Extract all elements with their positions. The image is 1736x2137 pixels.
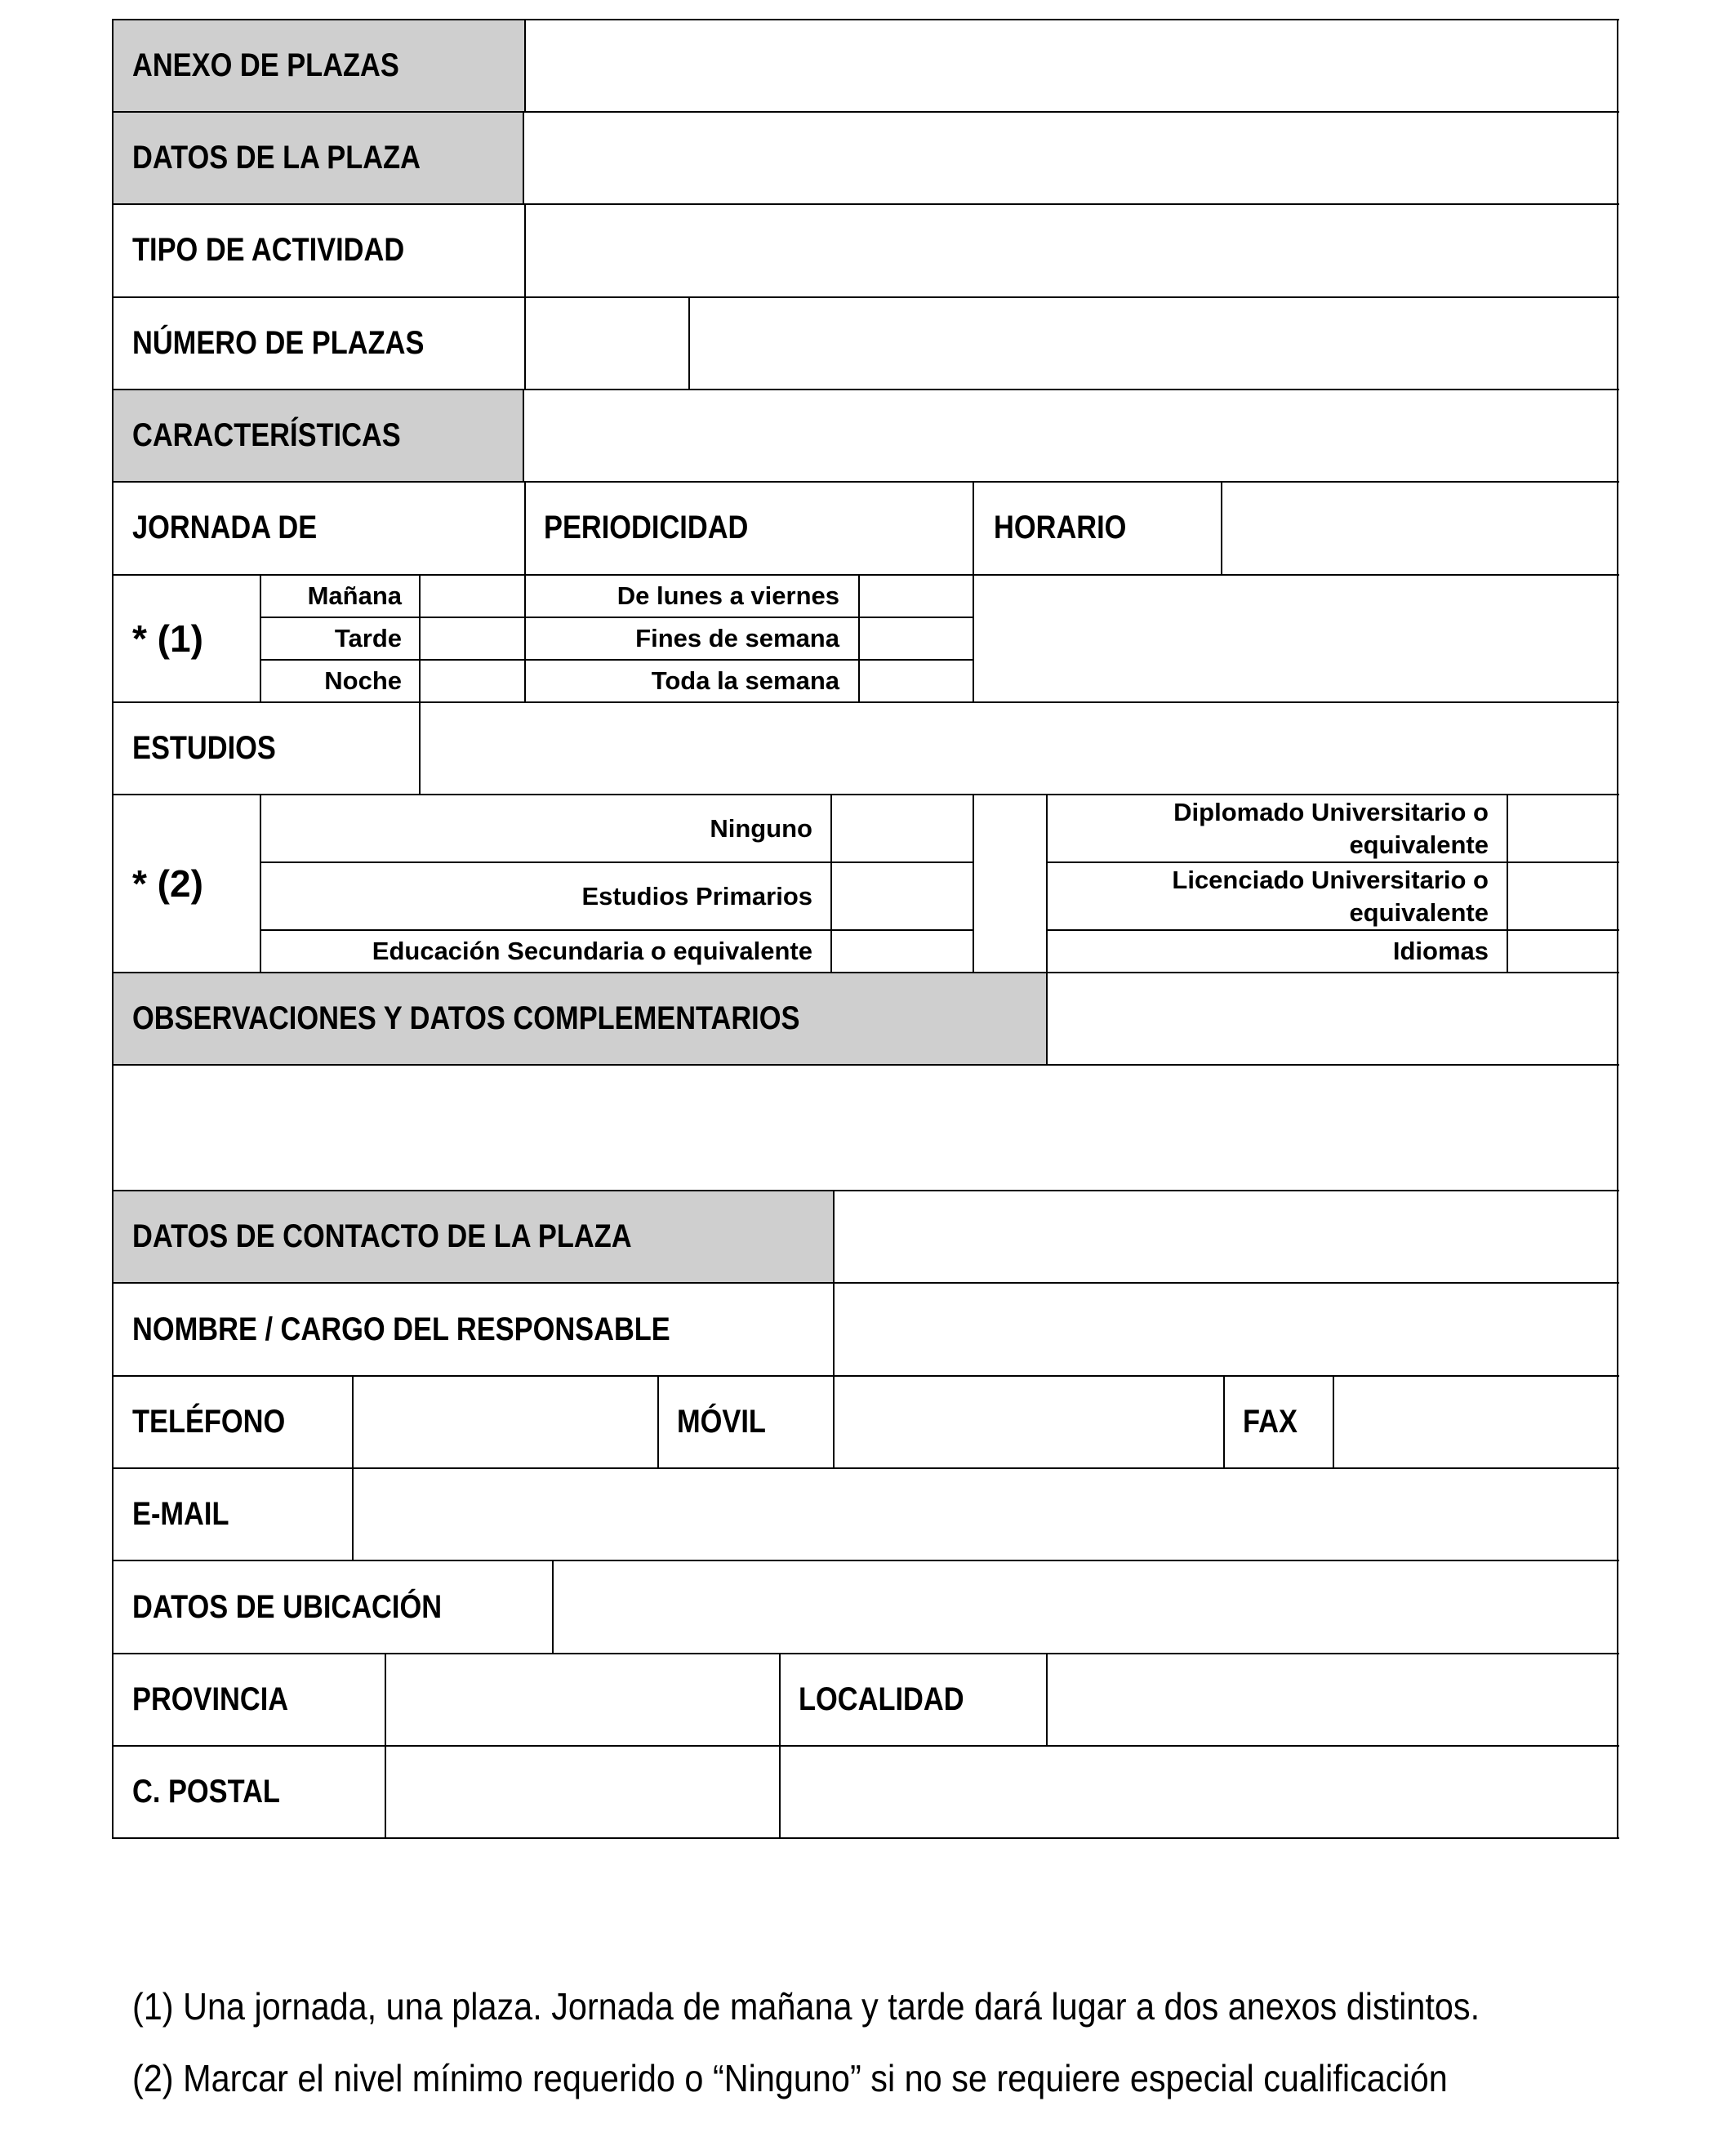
idiomas-label: Idiomas bbox=[1392, 937, 1489, 965]
movil-label: MÓVIL bbox=[677, 1404, 766, 1440]
telefono-label: TELÉFONO bbox=[132, 1404, 286, 1440]
footnote-2: (2) Marcar el nivel mínimo requerido o “Ninguno” si no se requiere especial cualificación bbox=[132, 2057, 1448, 2099]
diplomado-checkbox[interactable] bbox=[1507, 795, 1618, 862]
observaciones-header-field[interactable] bbox=[1047, 973, 1618, 1065]
column-line bbox=[688, 296, 690, 390]
ninguno-label: Ninguno bbox=[710, 813, 812, 843]
ninguno-checkbox[interactable] bbox=[831, 795, 973, 862]
datos-ubicacion-label: DATOS DE UBICACIÓN bbox=[132, 1588, 443, 1625]
datos-contacto-label: DATOS DE CONTACTO DE LA PLAZA bbox=[132, 1218, 632, 1254]
fax-label: FAX bbox=[1243, 1404, 1298, 1440]
row-line bbox=[112, 1837, 1619, 1839]
licenciado-checkbox[interactable] bbox=[1507, 862, 1618, 930]
lunes-viernes-checkbox[interactable] bbox=[859, 575, 973, 617]
column-line bbox=[830, 794, 832, 973]
manana-label: Mañana bbox=[307, 581, 402, 610]
column-line bbox=[1221, 481, 1222, 574]
noche-checkbox[interactable] bbox=[420, 660, 524, 702]
column-line bbox=[352, 1375, 354, 1560]
licenciado-label bbox=[1048, 862, 1489, 930]
caracteristicas-field[interactable] bbox=[523, 390, 1618, 482]
nombre-cargo-field[interactable] bbox=[834, 1283, 1618, 1376]
column-line bbox=[779, 1653, 781, 1839]
diplomado-label-line1: Diplomado Universitario o bbox=[1173, 797, 1489, 826]
nombre-cargo-label: NOMBRE / CARGO DEL RESPONSABLE bbox=[132, 1311, 670, 1347]
tipo-actividad-label: TIPO DE ACTIVIDAD bbox=[132, 232, 405, 268]
provincia-field[interactable] bbox=[385, 1654, 780, 1746]
horario-detail-field[interactable] bbox=[973, 575, 1618, 702]
footnote-1: (1) Una jornada, una plaza. Jornada de mañana y tarde dará lugar a dos anexos distintos. bbox=[132, 1985, 1480, 2028]
column-line bbox=[419, 574, 421, 702]
contacto-field[interactable] bbox=[834, 1191, 1618, 1283]
noche-label: Noche bbox=[324, 666, 402, 695]
localidad-label: LOCALIDAD bbox=[799, 1681, 964, 1717]
anexo-plazas-field[interactable] bbox=[525, 20, 1618, 112]
tarde-checkbox[interactable] bbox=[420, 617, 524, 660]
estudios-label: ESTUDIOS bbox=[132, 730, 276, 766]
educacion-secundaria-checkbox[interactable] bbox=[831, 930, 973, 973]
column-line bbox=[657, 1375, 659, 1468]
estudios-field[interactable] bbox=[420, 702, 1618, 795]
fax-field[interactable] bbox=[1333, 1376, 1618, 1468]
footnote-2-marker: * (2) bbox=[132, 862, 203, 905]
fines-semana-checkbox[interactable] bbox=[859, 617, 973, 660]
email-field[interactable] bbox=[353, 1468, 1618, 1560]
column-line bbox=[523, 111, 524, 204]
manana-checkbox[interactable] bbox=[420, 575, 524, 617]
lunes-viernes-label: De lunes a viernes bbox=[617, 581, 839, 610]
caracteristicas-label: CARACTERÍSTICAS bbox=[132, 417, 401, 453]
column-line bbox=[1333, 1375, 1334, 1468]
tipo-actividad-field[interactable] bbox=[525, 204, 1618, 297]
idiomas-checkbox[interactable] bbox=[1507, 930, 1618, 973]
numero-plazas-extra-field[interactable] bbox=[689, 297, 1618, 390]
codigo-postal-field[interactable] bbox=[385, 1746, 780, 1838]
column-line bbox=[1046, 1653, 1048, 1746]
column-line bbox=[112, 19, 114, 1839]
column-line bbox=[1223, 1375, 1225, 1468]
column-line bbox=[1507, 794, 1508, 973]
diplomado-label-line2: equivalente bbox=[1349, 830, 1489, 859]
numero-plazas-field[interactable] bbox=[525, 297, 689, 390]
column-line bbox=[552, 1560, 554, 1653]
column-line bbox=[973, 481, 974, 702]
periodicidad-label: PERIODICIDAD bbox=[544, 510, 749, 545]
row-line bbox=[112, 1467, 1619, 1469]
provincia-label: PROVINCIA bbox=[132, 1681, 289, 1717]
datos-plaza-label: DATOS DE LA PLAZA bbox=[132, 140, 421, 176]
anexo-plazas-label: ANEXO DE PLAZAS bbox=[132, 47, 399, 83]
estudios-primarios-label: Estudios Primarios bbox=[581, 881, 812, 910]
column-line bbox=[524, 203, 526, 390]
column-line bbox=[858, 574, 860, 702]
licenciado-label-line2: equivalente bbox=[1349, 897, 1489, 927]
toda-semana-label: Toda la semana bbox=[651, 666, 839, 695]
observaciones-label: OBSERVACIONES Y DATOS COMPLEMENTARIOS bbox=[132, 1000, 800, 1036]
tarde-label: Tarde bbox=[334, 624, 402, 652]
horario-label: HORARIO bbox=[994, 510, 1127, 545]
column-line bbox=[419, 701, 421, 795]
email-label: E-MAIL bbox=[132, 1496, 229, 1532]
telefono-field[interactable] bbox=[353, 1376, 658, 1468]
codigo-postal-extra-field[interactable] bbox=[780, 1746, 1618, 1838]
licenciado-label-line1: Licenciado Universitario o bbox=[1172, 865, 1489, 894]
column-line bbox=[523, 389, 524, 482]
jornada-de-label: JORNADA DE bbox=[132, 510, 318, 545]
estudios-primarios-checkbox[interactable] bbox=[831, 862, 973, 930]
column-line bbox=[1617, 19, 1618, 1839]
datos-plaza-field[interactable] bbox=[523, 112, 1618, 204]
column-line bbox=[973, 794, 974, 973]
observaciones-textarea[interactable] bbox=[113, 1065, 1618, 1191]
footnote-1-marker: * (1) bbox=[132, 617, 203, 660]
toda-semana-checkbox[interactable] bbox=[859, 660, 973, 702]
horario-field[interactable] bbox=[1222, 482, 1618, 575]
column-line bbox=[524, 19, 526, 112]
movil-field[interactable] bbox=[834, 1376, 1224, 1468]
column-line bbox=[385, 1653, 386, 1839]
diplomado-label bbox=[1048, 795, 1489, 862]
codigo-postal-label: C. POSTAL bbox=[132, 1774, 280, 1810]
ubicacion-field[interactable] bbox=[553, 1560, 1618, 1654]
numero-plazas-label: NÚMERO DE PLAZAS bbox=[132, 325, 425, 361]
educacion-secundaria-label: Educación Secundaria o equivalente bbox=[372, 937, 812, 965]
localidad-field[interactable] bbox=[1047, 1654, 1618, 1746]
column-line bbox=[833, 1190, 835, 1468]
fines-semana-label: Fines de semana bbox=[635, 624, 839, 652]
